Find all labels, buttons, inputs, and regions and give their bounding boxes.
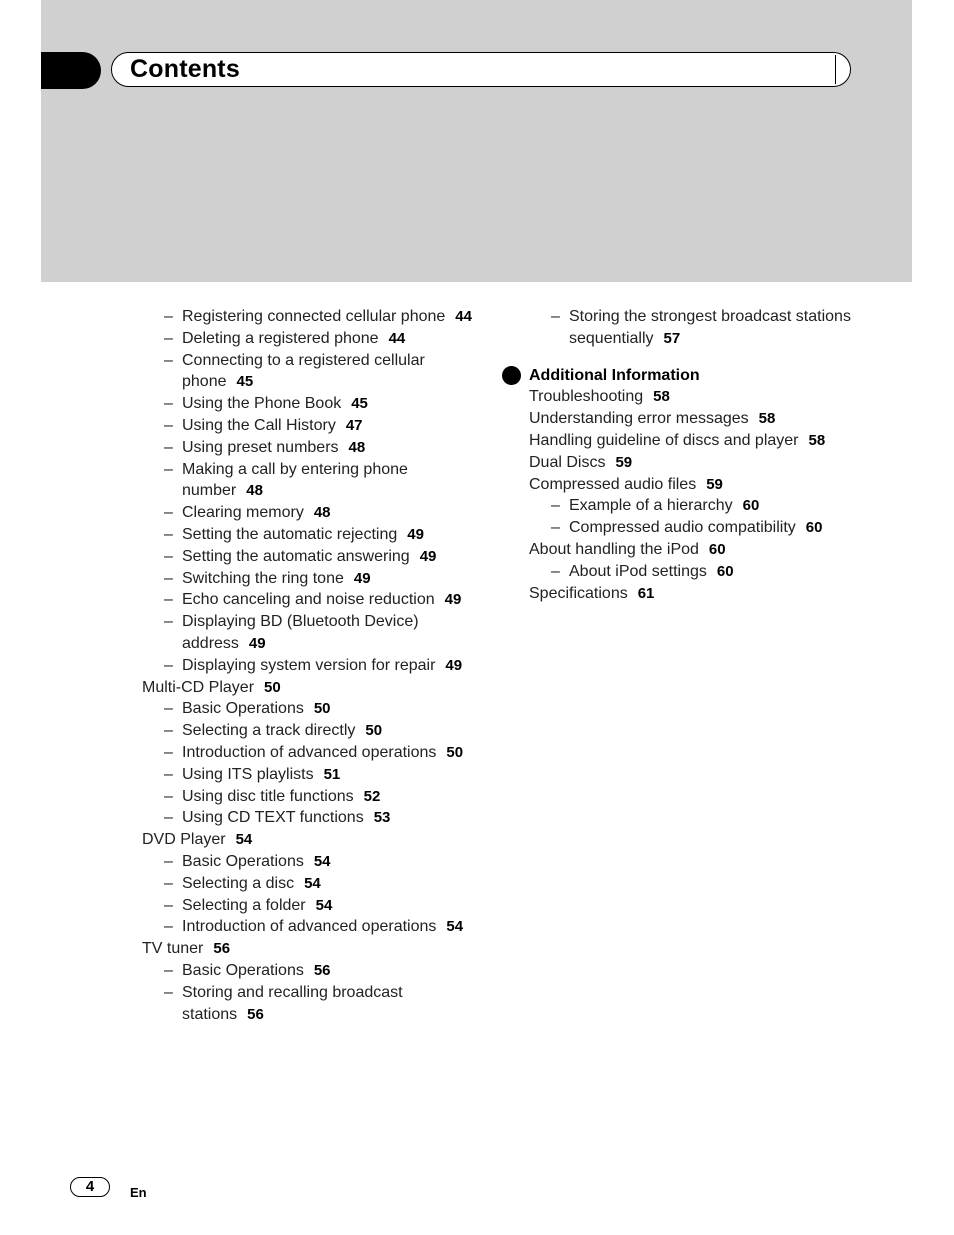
toc-entry-page: 45 — [351, 395, 368, 413]
toc-entry[interactable] — [142, 524, 472, 546]
toc-entry-page: 54 — [313, 852, 331, 870]
toc-entry-title: About iPod settings — [569, 562, 707, 580]
toc-entry-page: 49 — [444, 591, 462, 609]
toc-entry[interactable] — [142, 568, 472, 590]
dash-marker: – — [164, 983, 173, 1001]
toc-entry[interactable] — [529, 495, 859, 517]
dash-marker: – — [164, 765, 173, 783]
toc-entry-page: 48 — [246, 482, 263, 500]
toc-entry-page: 58 — [653, 388, 670, 406]
toc-entry-page: 49 — [419, 547, 437, 565]
toc-entry-page: 47 — [345, 416, 363, 434]
dash-marker: – — [551, 519, 560, 537]
toc-entry-page: 54 — [235, 831, 253, 849]
toc-entry-title: Selecting a disc — [182, 874, 295, 892]
toc-entry-page: 58 — [758, 410, 776, 428]
toc-entry[interactable] — [529, 474, 859, 496]
toc-entry[interactable] — [529, 583, 859, 605]
toc-entry-title: Displaying system version for repair — [182, 656, 436, 674]
toc-entry[interactable] — [529, 430, 859, 452]
toc-entry[interactable] — [142, 589, 472, 611]
toc-entry-page: 50 — [446, 743, 464, 761]
toc-entry-page: 60 — [742, 497, 760, 515]
dash-marker: – — [164, 416, 173, 434]
toc-entry-title: Selecting a track directly — [182, 722, 356, 740]
dash-marker: – — [551, 308, 560, 325]
header-band — [41, 0, 912, 282]
dash-marker: – — [164, 351, 173, 369]
toc-entry[interactable] — [142, 720, 472, 742]
dash-marker: – — [164, 743, 173, 761]
toc-entry[interactable] — [142, 437, 472, 459]
toc-entry-page: 50 — [365, 722, 383, 740]
toc-entry[interactable] — [142, 764, 472, 786]
toc-entry[interactable] — [142, 938, 472, 960]
toc-entry-title: Handling guideline of discs and player — [529, 431, 799, 449]
dash-marker: – — [164, 438, 173, 456]
toc-left-column — [142, 306, 472, 1025]
toc-entry-title: TV tuner — [142, 940, 204, 958]
toc-entry-page: 44 — [455, 308, 472, 325]
toc-entry[interactable] — [142, 393, 472, 415]
toc-entry-page: 49 — [445, 656, 463, 674]
toc-entry-title: Connecting to a registered cellular phone — [182, 351, 425, 391]
toc-entry-page: 58 — [808, 431, 826, 449]
dash-marker: – — [164, 525, 173, 543]
toc-entry[interactable] — [142, 328, 472, 350]
toc-entry[interactable] — [529, 306, 859, 350]
toc-entry-title: About handling the iPod — [529, 540, 699, 558]
toc-entry-page: 53 — [373, 809, 391, 827]
dash-marker: – — [164, 722, 173, 740]
dash-marker: – — [164, 852, 173, 870]
page-title: Contents — [130, 55, 240, 83]
toc-entry[interactable] — [529, 517, 859, 539]
toc-entry[interactable] — [142, 698, 472, 720]
toc-entry-title: Introduction of advanced operations — [182, 743, 437, 761]
toc-entry-page: 51 — [323, 765, 341, 783]
toc-entry-page: 48 — [348, 438, 366, 456]
dash-marker: – — [164, 329, 173, 347]
toc-entry[interactable] — [142, 655, 472, 677]
toc-entry-title: Understanding error messages — [529, 410, 749, 428]
toc-entry-page: 59 — [615, 453, 633, 471]
toc-entry-title: Making a call by entering phone number — [182, 460, 408, 500]
toc-entry-title: Basic Operations — [182, 700, 304, 718]
toc-entry-page: 49 — [248, 634, 266, 652]
toc-entry[interactable] — [142, 677, 472, 699]
toc-entry-page: 57 — [663, 329, 681, 347]
toc-entry-page: 56 — [213, 940, 231, 958]
toc-entry[interactable] — [142, 982, 472, 1026]
dash-marker: – — [164, 809, 173, 827]
toc-entry-title: Troubleshooting — [529, 388, 644, 406]
toc-section-heading[interactable] — [529, 365, 859, 387]
toc-entry-title: Echo canceling and noise reduction — [182, 591, 435, 609]
toc-entry-page: 56 — [313, 961, 331, 979]
toc-entry-title: Multi-CD Player — [142, 678, 255, 696]
toc-entry-title: Additional Information — [529, 366, 700, 384]
toc-entry-title: Using the Call History — [182, 416, 336, 434]
toc-entry-page: 44 — [388, 329, 406, 347]
dash-marker: – — [164, 504, 173, 522]
toc-entry-title: Setting the automatic answering — [182, 547, 410, 565]
dash-marker: – — [164, 961, 173, 979]
toc-entry-title: Dual Discs — [529, 453, 606, 471]
toc-entry-page: 49 — [407, 525, 424, 543]
toc-right-column — [529, 306, 859, 604]
toc-entry-page: 49 — [353, 569, 371, 587]
toc-entry-page: 56 — [247, 1005, 264, 1023]
toc-entry-title: Using preset numbers — [182, 438, 339, 456]
section-bullet-icon — [502, 366, 521, 385]
toc-entry-title: Registering connected cellular phone — [182, 308, 446, 325]
dash-marker: – — [164, 700, 173, 718]
dash-marker: – — [164, 395, 173, 413]
toc-entry-page: 45 — [236, 373, 254, 391]
dash-marker: – — [164, 918, 173, 936]
toc-entry-title: Basic Operations — [182, 961, 304, 979]
dash-marker: – — [164, 591, 173, 609]
toc-entry-title: Compressed audio compatibility — [569, 519, 796, 537]
toc-entry-title: Using ITS playlists — [182, 765, 314, 783]
toc-entry[interactable] — [142, 916, 472, 938]
toc-entry-page: 50 — [313, 700, 331, 718]
toc-entry-page: 60 — [805, 519, 823, 537]
page-number: 4 — [70, 1177, 110, 1197]
toc-entry-title: Compressed audio files — [529, 475, 697, 493]
section-tab — [41, 52, 101, 89]
dash-marker: – — [551, 562, 560, 580]
toc-entry-title: Deleting a registered phone — [182, 329, 379, 347]
dash-marker: – — [164, 308, 173, 325]
toc-entry[interactable] — [142, 415, 472, 437]
toc-entry[interactable] — [529, 386, 859, 408]
toc-entry[interactable] — [142, 895, 472, 917]
toc-entry[interactable] — [142, 960, 472, 982]
toc-entry-page: 60 — [716, 562, 734, 580]
dash-marker: – — [164, 460, 173, 478]
toc-entry-title: Specifications — [529, 584, 628, 602]
dash-marker: – — [164, 896, 173, 914]
toc-entry-page: 54 — [446, 918, 464, 936]
toc-entry-page: 48 — [313, 504, 331, 522]
toc-entry[interactable] — [142, 546, 472, 568]
toc-entry-title: Switching the ring tone — [182, 569, 344, 587]
toc-entry-title: Setting the automatic rejecting — [182, 525, 398, 543]
toc-entry[interactable] — [529, 408, 859, 430]
toc-entry[interactable] — [529, 539, 859, 561]
toc-entry-page: 54 — [304, 874, 321, 892]
toc-entry[interactable] — [142, 742, 472, 764]
toc-entry[interactable] — [142, 873, 472, 895]
toc-entry[interactable] — [529, 452, 859, 474]
toc-entry-title: Displaying BD (Bluetooth Device) address — [182, 613, 419, 652]
toc-entry[interactable] — [142, 851, 472, 873]
toc-entry-title: Basic Operations — [182, 852, 304, 870]
dash-marker: – — [164, 787, 173, 805]
toc-entry-title: DVD Player — [142, 831, 226, 849]
toc-entry[interactable] — [142, 611, 472, 655]
toc-entry[interactable] — [142, 807, 472, 829]
toc-entry[interactable] — [142, 786, 472, 808]
dash-marker: – — [164, 569, 173, 587]
title-box — [111, 52, 851, 87]
toc-entry[interactable] — [142, 350, 472, 394]
language-label: En — [130, 1185, 147, 1200]
dash-marker: – — [164, 613, 173, 631]
toc-entry-page: 59 — [706, 475, 723, 493]
toc-entry-title: Storing the strongest broadcast stations sequentially — [569, 308, 851, 347]
toc-entry-title: Using the Phone Book — [182, 395, 342, 413]
toc-entry-title: Selecting a folder — [182, 896, 306, 914]
toc-entry-page: 54 — [315, 896, 333, 914]
toc-entry-page: 61 — [637, 584, 655, 602]
toc-entry[interactable] — [529, 561, 859, 583]
toc-entry-page: 50 — [264, 678, 281, 696]
toc-entry[interactable] — [142, 502, 472, 524]
toc-entry-title: Using disc title functions — [182, 787, 354, 805]
toc-entry-page: 60 — [708, 540, 726, 558]
toc-entry-title: Example of a hierarchy — [569, 497, 733, 515]
toc-entry[interactable] — [142, 459, 472, 503]
toc-entry-title: Using CD TEXT functions — [182, 809, 364, 827]
dash-marker: – — [551, 497, 560, 515]
toc-entry-title: Storing and recalling broadcast stations — [182, 983, 403, 1023]
toc-entry-page: 52 — [363, 787, 381, 805]
toc-entry[interactable] — [142, 306, 472, 328]
toc-entry-title: Introduction of advanced operations — [182, 918, 437, 936]
toc-entry-title: Clearing memory — [182, 504, 304, 522]
dash-marker: – — [164, 656, 173, 674]
dash-marker: – — [164, 547, 173, 565]
toc-entry[interactable] — [142, 829, 472, 851]
dash-marker: – — [164, 874, 173, 892]
